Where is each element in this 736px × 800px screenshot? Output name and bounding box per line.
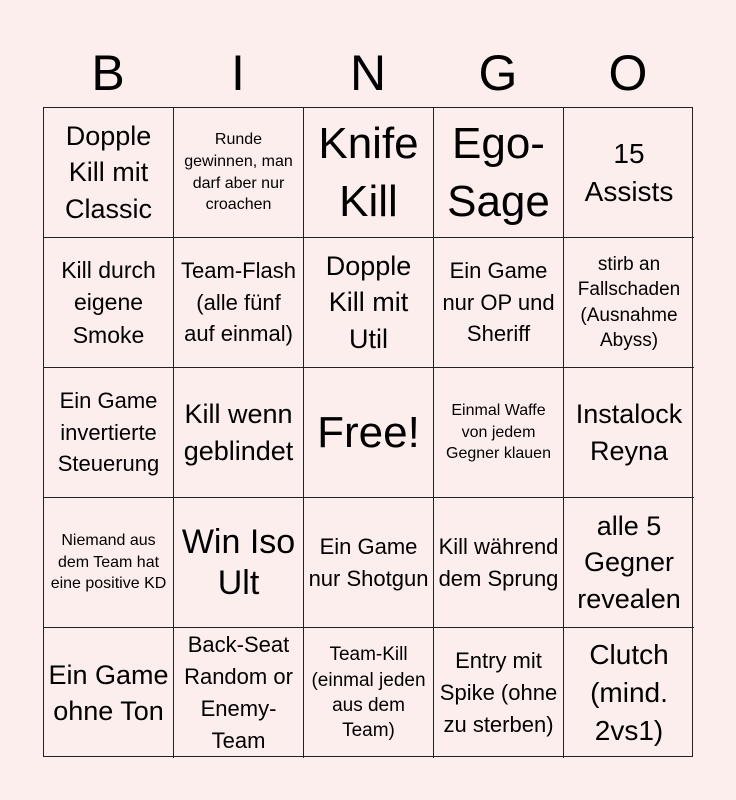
cell-label: Dopple Kill mit Util [325,250,412,354]
cell-label: Win Iso Ult [181,522,296,602]
bingo-cell[interactable] [434,238,564,368]
bingo-cell[interactable] [174,238,304,368]
bingo-cell[interactable] [44,498,174,628]
bingo-cell[interactable] [174,108,304,238]
bingo-cell[interactable] [174,628,304,758]
free-space-label: Free! [317,407,420,457]
bingo-cell[interactable] [304,238,434,368]
cell-label: Back-Seat Random or Enemy-Team [184,632,293,753]
cell-label: Ein Game ohne Ton [48,659,169,726]
bingo-cell[interactable] [304,108,434,238]
bingo-cell[interactable] [44,108,174,238]
bingo-board [43,107,693,757]
bingo-cell[interactable] [44,368,174,498]
bingo-cell[interactable] [564,368,694,498]
cell-label: Ein Game nur OP und Sheriff [442,257,555,347]
cell-label: Ein Game nur Shotgun [308,533,429,591]
cell-label: stirb an Fallschaden (Ausnahme Abyss) [577,253,681,351]
bingo-cell[interactable] [564,498,694,628]
cell-label: Dopple Kill mit Classic [64,120,152,224]
cell-label: Ego-Sage [447,119,550,226]
cell-label: Runde gewinnen, man darf aber nur croachen [184,131,293,214]
bingo-cell[interactable] [564,108,694,238]
bingo-cell[interactable] [434,628,564,758]
header-letter-o: O [608,45,648,101]
header-letter-n: N [349,45,387,101]
bingo-cell[interactable] [174,498,304,628]
cell-label: Kill durch eigene Smoke [61,257,156,348]
header-letter-i: I [231,45,245,101]
cell-label: Knife Kill [318,119,419,226]
bingo-cell[interactable] [434,368,564,498]
bingo-cell[interactable] [174,368,304,498]
bingo-cell[interactable] [44,628,174,758]
cell-label: Kill wenn geblindet [183,399,294,466]
bingo-cell[interactable] [434,498,564,628]
cell-label: Kill während dem Sprung [438,533,559,591]
cell-label: Instalock Reyna [575,399,683,466]
cell-label: Team-Flash (alle fünf auf einmal) [181,257,296,347]
cell-label: 15 Assists [584,137,674,207]
header-letter-b: B [91,45,125,101]
bingo-header [43,40,693,106]
bingo-cell[interactable] [564,628,694,758]
cell-label: Ein Game invertierte Steuerung [57,387,160,477]
bingo-cell[interactable] [304,628,434,758]
bingo-cell[interactable] [434,108,564,238]
bingo-cell[interactable] [564,238,694,368]
bingo-cell[interactable] [304,498,434,628]
cell-label: Clutch (mind. 2vs1) [589,639,669,746]
free-space[interactable] [304,368,434,498]
cell-label: alle 5 Gegner revealen [577,510,681,614]
cell-label: Entry mit Spike (ohne zu sterben) [439,648,558,737]
cell-label: Einmal Waffe von jedem Gegner klauen [446,402,551,463]
bingo-cell[interactable] [44,238,174,368]
cell-label: Team-Kill (einmal jeden aus dem Team) [311,644,426,742]
cell-label: Niemand aus dem Team hat eine positive KD [50,532,167,593]
header-letter-g: G [478,45,518,101]
